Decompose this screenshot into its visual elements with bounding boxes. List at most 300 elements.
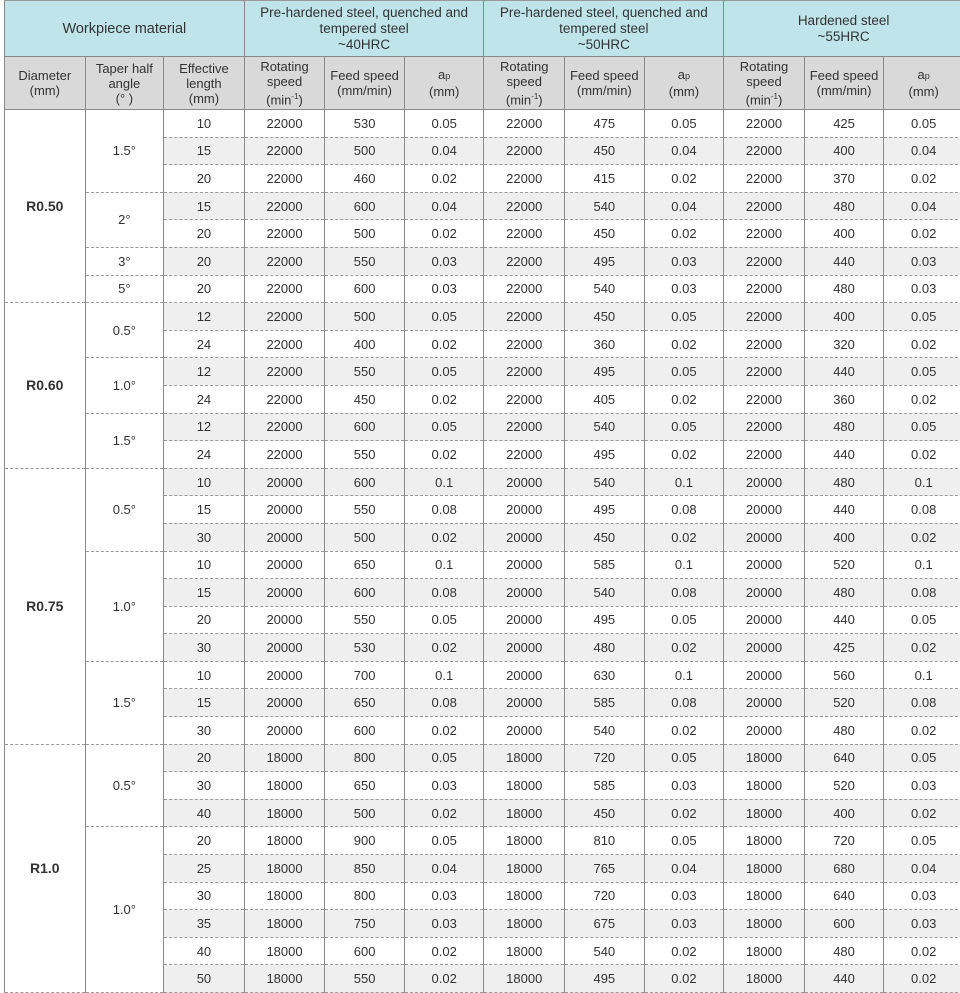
rotating-speed-header: Rotating speed $(\min^{-1})$ — [724, 57, 805, 110]
ap-cell: 0.04 — [404, 855, 484, 883]
ap-cell: 0.02 — [884, 799, 960, 827]
feed-speed-cell: 600 — [325, 717, 405, 745]
table-row — [5, 744, 960, 772]
taper-angle-cell: 1.5° — [85, 413, 164, 468]
feed-speed-cell: 550 — [325, 606, 405, 634]
rotating-speed-cell: 22000 — [484, 330, 565, 358]
feed-speed-cell: 530 — [325, 634, 405, 662]
rotating-speed-cell: 20000 — [244, 551, 325, 579]
ap-cell: 0.03 — [884, 247, 960, 275]
ap-cell: 0.1 — [884, 468, 960, 496]
rotating-speed-cell: 22000 — [244, 110, 325, 138]
rotating-speed-cell: 18000 — [484, 827, 565, 855]
effective-length-cell: 10 — [164, 661, 245, 689]
ap-cell: 0.02 — [884, 937, 960, 965]
rotating-speed-cell: 20000 — [244, 496, 325, 524]
effective-length-cell: 30 — [164, 772, 245, 800]
feed-speed-cell: 850 — [325, 855, 405, 883]
ap-cell: 0.05 — [884, 413, 960, 441]
ap-cell: 0.03 — [644, 882, 724, 910]
ap-cell: 0.02 — [884, 523, 960, 551]
ap-cell: 0.05 — [404, 606, 484, 634]
feed-speed-cell: 640 — [804, 882, 884, 910]
ap-cell: 0.02 — [404, 717, 484, 745]
effective-length-cell: 20 — [164, 165, 245, 193]
ap-cell: 0.03 — [404, 275, 484, 303]
effective-length-cell: 40 — [164, 799, 245, 827]
feed-speed-cell: 680 — [804, 855, 884, 883]
feed-speed-cell: 440 — [804, 965, 884, 993]
rotating-speed-cell: 18000 — [244, 965, 325, 993]
taper-angle-header: Taper half angle (° ) — [85, 57, 164, 110]
feed-speed-cell: 500 — [325, 220, 405, 248]
depth-of-cut-ap-header: ap (mm) — [644, 57, 724, 110]
rotating-speed-cell: 20000 — [484, 523, 565, 551]
ap-cell: 0.02 — [644, 523, 724, 551]
feed-speed-cell: 450 — [565, 523, 645, 551]
ap-cell: 0.1 — [644, 468, 724, 496]
taper-angle-cell: 0.5° — [85, 744, 164, 827]
rotating-speed-cell: 18000 — [244, 855, 325, 883]
taper-angle-cell: 0.5° — [85, 468, 164, 551]
feed-speed-cell: 400 — [804, 523, 884, 551]
depth-of-cut-ap-header: ap (mm) — [884, 57, 960, 110]
diameter-cell: R0.60 — [5, 303, 86, 469]
effective-length-cell: 50 — [164, 965, 245, 993]
ap-cell: 0.08 — [644, 579, 724, 607]
rotating-speed-cell: 22000 — [724, 385, 805, 413]
feed-speed-cell: 425 — [804, 634, 884, 662]
ap-cell: 0.04 — [644, 855, 724, 883]
feed-speed-cell: 550 — [325, 441, 405, 469]
feed-speed-cell: 540 — [565, 579, 645, 607]
taper-angle-cell: 3° — [85, 247, 164, 275]
rotating-speed-cell: 20000 — [484, 496, 565, 524]
effective-length-cell: 20 — [164, 275, 245, 303]
rotating-speed-cell: 22000 — [244, 441, 325, 469]
ap-cell: 0.02 — [644, 165, 724, 193]
rotating-speed-cell: 20000 — [244, 634, 325, 662]
feed-speed-cell: 540 — [565, 275, 645, 303]
ap-cell: 0.02 — [884, 717, 960, 745]
rotating-speed-cell: 20000 — [484, 689, 565, 717]
effective-length-cell: 24 — [164, 330, 245, 358]
rotating-speed-cell: 18000 — [484, 937, 565, 965]
table-row — [5, 661, 960, 689]
rotating-speed-cell: 18000 — [484, 882, 565, 910]
ap-cell: 0.04 — [404, 192, 484, 220]
ap-cell: 0.03 — [884, 882, 960, 910]
ap-cell: 0.1 — [884, 551, 960, 579]
rotating-speed-cell: 18000 — [484, 799, 565, 827]
rotating-speed-header: Rotating speed $(\min^{-1})$ — [484, 57, 565, 110]
rotating-speed-cell: 20000 — [724, 523, 805, 551]
material-header-40hrc: Pre-hardened steel, quenched and tempered steel ~40HRC — [244, 1, 484, 57]
feed-speed-cell: 600 — [325, 579, 405, 607]
ap-cell: 0.04 — [884, 137, 960, 165]
feed-speed-cell: 720 — [565, 882, 645, 910]
rotating-speed-cell: 18000 — [244, 910, 325, 938]
ap-cell: 0.05 — [404, 303, 484, 331]
rotating-speed-cell: 22000 — [244, 303, 325, 331]
feed-speed-cell: 480 — [804, 275, 884, 303]
feed-speed-cell: 450 — [565, 137, 645, 165]
rotating-speed-cell: 22000 — [724, 330, 805, 358]
ap-cell: 0.05 — [404, 827, 484, 855]
ap-cell: 0.05 — [404, 413, 484, 441]
feed-speed-cell: 600 — [325, 192, 405, 220]
rotating-speed-cell: 20000 — [484, 551, 565, 579]
rotating-speed-cell: 22000 — [724, 247, 805, 275]
ap-cell: 0.08 — [884, 689, 960, 717]
ap-cell: 0.02 — [644, 717, 724, 745]
ap-cell: 0.02 — [404, 385, 484, 413]
taper-angle-cell: 1.0° — [85, 358, 164, 413]
feed-speed-cell: 440 — [804, 606, 884, 634]
rotating-speed-cell: 18000 — [244, 882, 325, 910]
effective-length-cell: 20 — [164, 247, 245, 275]
effective-length-cell: 20 — [164, 606, 245, 634]
effective-length-cell: 12 — [164, 358, 245, 386]
feed-speed-cell: 400 — [804, 220, 884, 248]
rotating-speed-cell: 22000 — [484, 303, 565, 331]
feed-speed-cell: 480 — [804, 937, 884, 965]
ap-cell: 0.03 — [884, 910, 960, 938]
feed-speed-cell: 520 — [804, 689, 884, 717]
effective-length-cell: 30 — [164, 523, 245, 551]
rotating-speed-cell: 18000 — [244, 772, 325, 800]
rotating-speed-cell: 20000 — [244, 468, 325, 496]
feed-speed-header: Feed speed (mm/min) — [565, 57, 645, 110]
rotating-speed-cell: 22000 — [484, 247, 565, 275]
cutting-conditions-table — [4, 0, 960, 993]
rotating-speed-cell: 18000 — [724, 910, 805, 938]
rotating-speed-cell: 18000 — [244, 744, 325, 772]
effective-length-cell: 30 — [164, 634, 245, 662]
table-row — [5, 468, 960, 496]
effective-length-cell: 25 — [164, 855, 245, 883]
ap-cell: 0.04 — [644, 137, 724, 165]
ap-cell: 0.04 — [644, 192, 724, 220]
table-row — [5, 110, 960, 138]
effective-length-cell: 15 — [164, 496, 245, 524]
feed-speed-cell: 560 — [804, 661, 884, 689]
ap-cell: 0.08 — [404, 496, 484, 524]
diameter-cell: R1.0 — [5, 744, 86, 992]
ap-cell: 0.05 — [884, 358, 960, 386]
feed-speed-cell: 650 — [325, 689, 405, 717]
effective-length-cell: 15 — [164, 689, 245, 717]
feed-speed-cell: 400 — [804, 137, 884, 165]
ap-cell: 0.05 — [404, 358, 484, 386]
feed-speed-cell: 650 — [325, 772, 405, 800]
rotating-speed-cell: 22000 — [244, 413, 325, 441]
feed-speed-cell: 585 — [565, 772, 645, 800]
ap-cell: 0.05 — [404, 110, 484, 138]
feed-speed-cell: 600 — [325, 468, 405, 496]
rotating-speed-cell: 18000 — [724, 744, 805, 772]
feed-speed-cell: 405 — [565, 385, 645, 413]
ap-cell: 0.02 — [884, 165, 960, 193]
effective-length-cell: 20 — [164, 220, 245, 248]
ap-cell: 0.02 — [404, 634, 484, 662]
ap-cell: 0.03 — [644, 910, 724, 938]
rotating-speed-cell: 20000 — [484, 468, 565, 496]
effective-length-cell: 15 — [164, 137, 245, 165]
table-row — [5, 358, 960, 386]
feed-speed-cell: 415 — [565, 165, 645, 193]
feed-speed-cell: 360 — [565, 330, 645, 358]
ap-cell: 0.02 — [644, 220, 724, 248]
ap-cell: 0.04 — [404, 137, 484, 165]
rotating-speed-cell: 18000 — [244, 937, 325, 965]
feed-speed-cell: 400 — [325, 330, 405, 358]
material-header-row — [5, 1, 960, 57]
feed-speed-cell: 495 — [565, 496, 645, 524]
effective-length-cell: 24 — [164, 385, 245, 413]
rotating-speed-cell: 18000 — [724, 965, 805, 993]
rotating-speed-cell: 22000 — [244, 192, 325, 220]
ap-cell: 0.08 — [404, 579, 484, 607]
diameter-cell: R0.75 — [5, 468, 86, 744]
rotating-speed-cell: 22000 — [484, 275, 565, 303]
rotating-speed-cell: 20000 — [724, 661, 805, 689]
rotating-speed-cell: 20000 — [244, 717, 325, 745]
feed-speed-cell: 495 — [565, 247, 645, 275]
table-row — [5, 827, 960, 855]
feed-speed-cell: 480 — [804, 192, 884, 220]
ap-cell: 0.02 — [404, 965, 484, 993]
rotating-speed-cell: 18000 — [724, 799, 805, 827]
workpiece-material-header: Workpiece material — [5, 1, 245, 57]
feed-speed-cell: 480 — [804, 717, 884, 745]
ap-cell: 0.04 — [884, 855, 960, 883]
feed-speed-cell: 550 — [325, 247, 405, 275]
rotating-speed-cell: 22000 — [484, 165, 565, 193]
taper-angle-cell: 5° — [85, 275, 164, 303]
feed-speed-cell: 600 — [804, 910, 884, 938]
rotating-speed-cell: 18000 — [484, 910, 565, 938]
rotating-speed-cell: 22000 — [244, 165, 325, 193]
feed-speed-cell: 640 — [804, 744, 884, 772]
ap-cell: 0.1 — [404, 551, 484, 579]
effective-length-cell: 10 — [164, 468, 245, 496]
effective-length-cell: 24 — [164, 441, 245, 469]
ap-cell: 0.05 — [644, 413, 724, 441]
feed-speed-cell: 400 — [804, 303, 884, 331]
feed-speed-cell: 550 — [325, 358, 405, 386]
ap-cell: 0.05 — [644, 606, 724, 634]
ap-cell: 0.02 — [404, 165, 484, 193]
table-row — [5, 275, 960, 303]
ap-cell: 0.05 — [644, 827, 724, 855]
feed-speed-cell: 495 — [565, 606, 645, 634]
rotating-speed-cell: 22000 — [724, 220, 805, 248]
effective-length-cell: 35 — [164, 910, 245, 938]
rotating-speed-cell: 22000 — [484, 441, 565, 469]
taper-angle-cell: 1.5° — [85, 661, 164, 744]
feed-speed-cell: 550 — [325, 965, 405, 993]
rotating-speed-cell: 20000 — [244, 606, 325, 634]
feed-speed-cell: 600 — [325, 413, 405, 441]
feed-speed-cell: 480 — [565, 634, 645, 662]
feed-speed-cell: 540 — [565, 192, 645, 220]
rotating-speed-cell: 22000 — [244, 247, 325, 275]
table-row — [5, 192, 960, 220]
rotating-speed-cell: 20000 — [244, 661, 325, 689]
feed-speed-cell: 700 — [325, 661, 405, 689]
rotating-speed-cell: 20000 — [724, 606, 805, 634]
taper-angle-cell: 1.0° — [85, 551, 164, 661]
ap-cell: 0.08 — [404, 689, 484, 717]
ap-cell: 0.02 — [644, 441, 724, 469]
rotating-speed-cell: 18000 — [484, 965, 565, 993]
depth-of-cut-ap-header: ap (mm) — [404, 57, 484, 110]
rotating-speed-cell: 18000 — [244, 799, 325, 827]
feed-speed-cell: 440 — [804, 247, 884, 275]
rotating-speed-cell: 20000 — [484, 717, 565, 745]
feed-speed-cell: 550 — [325, 496, 405, 524]
ap-cell: 0.1 — [644, 551, 724, 579]
rotating-speed-cell: 20000 — [724, 634, 805, 662]
feed-speed-cell: 500 — [325, 303, 405, 331]
effective-length-cell: 10 — [164, 551, 245, 579]
feed-speed-cell: 460 — [325, 165, 405, 193]
effective-length-cell: 15 — [164, 579, 245, 607]
ap-cell: 0.02 — [404, 937, 484, 965]
ap-cell: 0.02 — [644, 634, 724, 662]
rotating-speed-cell: 20000 — [244, 579, 325, 607]
ap-cell: 0.08 — [884, 579, 960, 607]
column-header-row — [5, 57, 960, 110]
feed-speed-cell: 750 — [325, 910, 405, 938]
ap-cell: 0.05 — [884, 744, 960, 772]
table-row — [5, 303, 960, 331]
rotating-speed-cell: 20000 — [724, 689, 805, 717]
ap-cell: 0.05 — [644, 303, 724, 331]
ap-cell: 0.05 — [884, 827, 960, 855]
rotating-speed-cell: 22000 — [724, 303, 805, 331]
diameter-cell: R0.50 — [5, 110, 86, 303]
feed-speed-header: Feed speed (mm/min) — [325, 57, 405, 110]
rotating-speed-cell: 20000 — [484, 661, 565, 689]
ap-cell: 0.05 — [644, 110, 724, 138]
feed-speed-cell: 650 — [325, 551, 405, 579]
feed-speed-header: Feed speed (mm/min) — [804, 57, 884, 110]
rotating-speed-cell: 18000 — [484, 772, 565, 800]
ap-cell: 0.1 — [884, 661, 960, 689]
feed-speed-cell: 400 — [804, 799, 884, 827]
ap-cell: 0.03 — [644, 275, 724, 303]
feed-speed-cell: 495 — [565, 441, 645, 469]
ap-cell: 0.02 — [884, 965, 960, 993]
rotating-speed-cell: 18000 — [724, 855, 805, 883]
rotating-speed-cell: 22000 — [484, 192, 565, 220]
rotating-speed-cell: 20000 — [724, 496, 805, 524]
effective-length-header: Effective length (mm) — [164, 57, 245, 110]
rotating-speed-cell: 20000 — [244, 523, 325, 551]
ap-cell: 0.02 — [884, 330, 960, 358]
taper-angle-cell: 2° — [85, 192, 164, 247]
feed-speed-cell: 720 — [804, 827, 884, 855]
feed-speed-cell: 585 — [565, 689, 645, 717]
effective-length-cell: 12 — [164, 303, 245, 331]
feed-speed-cell: 475 — [565, 110, 645, 138]
rotating-speed-cell: 22000 — [484, 358, 565, 386]
feed-speed-cell: 810 — [565, 827, 645, 855]
ap-cell: 0.1 — [404, 468, 484, 496]
feed-speed-cell: 480 — [804, 468, 884, 496]
rotating-speed-cell: 22000 — [724, 165, 805, 193]
feed-speed-cell: 540 — [565, 717, 645, 745]
rotating-speed-cell: 20000 — [724, 579, 805, 607]
feed-speed-cell: 520 — [804, 551, 884, 579]
ap-cell: 0.05 — [644, 358, 724, 386]
ap-cell: 0.02 — [884, 385, 960, 413]
rotating-speed-cell: 22000 — [724, 358, 805, 386]
feed-speed-cell: 540 — [565, 937, 645, 965]
rotating-speed-cell: 18000 — [724, 882, 805, 910]
feed-speed-cell: 900 — [325, 827, 405, 855]
ap-cell: 0.04 — [884, 192, 960, 220]
rotating-speed-cell: 22000 — [724, 441, 805, 469]
ap-cell: 0.05 — [404, 744, 484, 772]
ap-cell: 0.05 — [884, 303, 960, 331]
effective-length-cell: 30 — [164, 882, 245, 910]
ap-cell: 0.02 — [644, 937, 724, 965]
ap-cell: 0.03 — [884, 275, 960, 303]
feed-speed-cell: 675 — [565, 910, 645, 938]
effective-length-cell: 40 — [164, 937, 245, 965]
rotating-speed-cell: 20000 — [484, 579, 565, 607]
material-header-50hrc: Pre-hardened steel, quenched and tempered steel ~50HRC — [484, 1, 724, 57]
rotating-speed-cell: 22000 — [484, 220, 565, 248]
feed-speed-cell: 500 — [325, 523, 405, 551]
feed-speed-cell: 585 — [565, 551, 645, 579]
feed-speed-cell: 800 — [325, 882, 405, 910]
table-row — [5, 413, 960, 441]
ap-cell: 0.1 — [644, 661, 724, 689]
rotating-speed-cell: 20000 — [484, 634, 565, 662]
effective-length-cell: 20 — [164, 744, 245, 772]
feed-speed-cell: 450 — [565, 220, 645, 248]
feed-speed-cell: 530 — [325, 110, 405, 138]
ap-cell: 0.08 — [644, 689, 724, 717]
ap-cell: 0.03 — [404, 882, 484, 910]
ap-cell: 0.08 — [884, 496, 960, 524]
feed-speed-cell: 450 — [565, 799, 645, 827]
ap-cell: 0.08 — [644, 496, 724, 524]
feed-speed-cell: 480 — [804, 579, 884, 607]
feed-speed-cell: 450 — [565, 303, 645, 331]
feed-speed-cell: 500 — [325, 137, 405, 165]
rotating-speed-cell: 22000 — [484, 385, 565, 413]
effective-length-cell: 10 — [164, 110, 245, 138]
feed-speed-cell: 480 — [804, 413, 884, 441]
table-row — [5, 551, 960, 579]
feed-speed-cell: 600 — [325, 275, 405, 303]
feed-speed-cell: 800 — [325, 744, 405, 772]
rotating-speed-cell: 22000 — [724, 110, 805, 138]
rotating-speed-cell: 18000 — [724, 937, 805, 965]
ap-cell: 0.02 — [644, 385, 724, 413]
feed-speed-cell: 450 — [325, 385, 405, 413]
feed-speed-cell: 370 — [804, 165, 884, 193]
rotating-speed-cell: 22000 — [724, 413, 805, 441]
rotating-speed-cell: 22000 — [724, 275, 805, 303]
feed-speed-cell: 720 — [565, 744, 645, 772]
ap-cell: 0.05 — [644, 744, 724, 772]
